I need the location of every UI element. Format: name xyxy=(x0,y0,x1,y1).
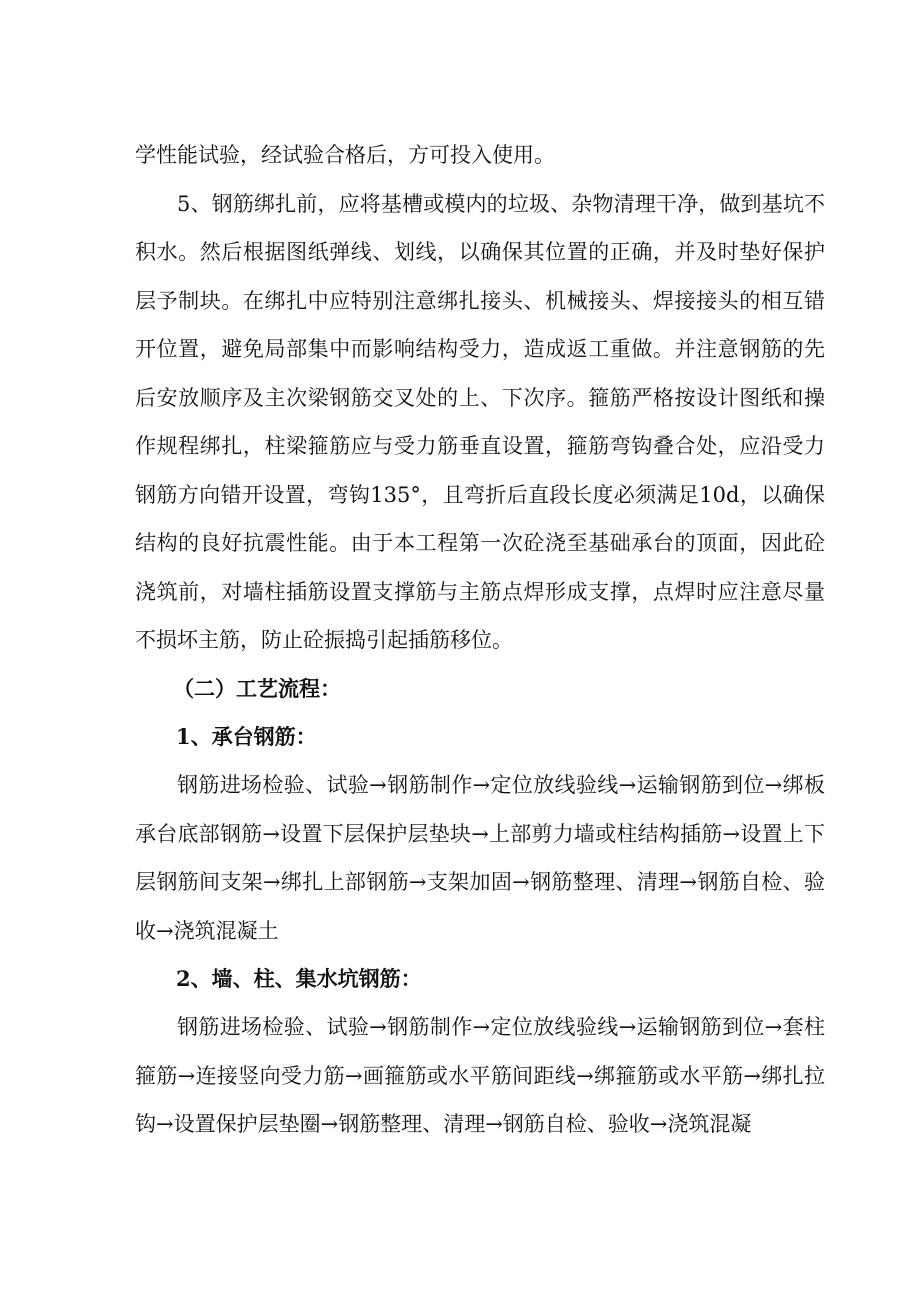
paragraph-continuation: 学性能试验，经试验合格后，方可投入使用。 xyxy=(135,143,555,167)
subheading-cap-rebar: 1、承台钢筋： xyxy=(176,724,317,749)
paragraph-cap-rebar-flow: 钢筋进场检验、试验→钢筋制作→定位放线验线→运输钢筋到位→绑板承台底部钢筋→设置下层保护层垫块→上部剪力墙或柱结构插筋→设置上下层钢筋间支架→绑扎上部钢筋→支架加固→钢筋整理、清理→钢筋自检、验收→浇筑混凝土 xyxy=(135,773,825,943)
paragraph-wall-column-flow: 钢筋进场检验、试验→钢筋制作→定位放线验线→运输钢筋到位→套柱箍筋→连接竖向受力筋→画箍筋或水平筋间距线→绑箍筋或水平筋→绑扎拉钩→设置保护层垫圈→钢筋整理、清理→钢筋自检、验收→浇筑混凝 xyxy=(135,1015,825,1136)
paragraph-item-5: 5、钢筋绑扎前，应将基槽或模内的垃圾、杂物清理干净，做到基坑不积水。然后根据图纸弹线、划线，以确保其位置的正确，并及时垫好保护层予制块。在绑扎中应特别注意绑扎接头、机械接头、焊接接头的相互错开位置，避免局部集中而影响结构受力，造成返工重做。并注意钢筋的先后安放顺序及主次梁钢筋交叉处的上、下次序。箍筋严格按设计图纸和操作规程绑扎，柱梁箍筋应与受力筋垂直设置，箍筋弯钩叠合处，应沿受力钢筋方向错开设置，弯钩135°，且弯折后直段长度必须满足10d，以确保结构的良好抗震性能。由于本工程第一次砼浇至基础承台的顶面，因此砼浇筑前，对墙柱插筋设置支撑筋与主筋点焊形成支撑，点焊时应注意尽量不损坏主筋，防止砼振捣引起插筋移位。 xyxy=(135,191,825,652)
section-heading-process-flow: （二）工艺流程： xyxy=(173,676,341,701)
text-block-wall-flow xyxy=(135,1003,825,1149)
text-block-cap-flow xyxy=(135,761,825,955)
text-block-rebar-binding xyxy=(135,131,825,665)
subheading-wall-column-rebar: 2、墙、柱、集水坑钢筋： xyxy=(176,966,422,991)
